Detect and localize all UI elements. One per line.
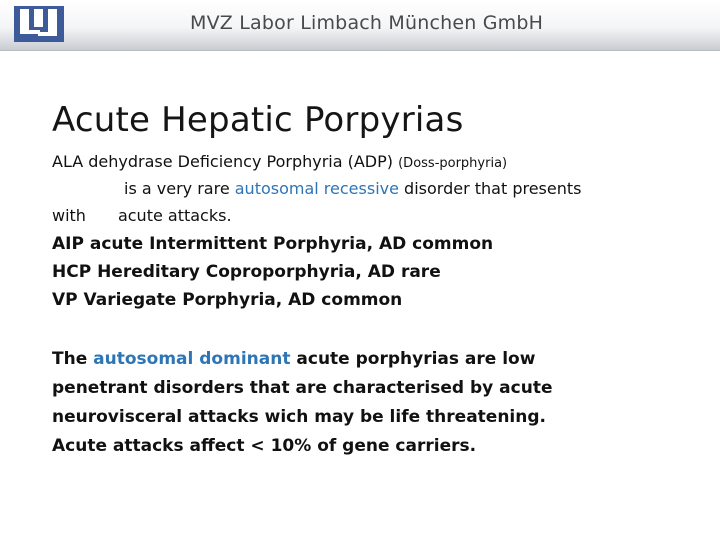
- adp-desc-before: is a very rare: [124, 179, 230, 198]
- adp-alias: (Doss-porphyria): [398, 156, 508, 171]
- porphyria-type-vp: VP Variegate Porphyria, AD common: [52, 290, 403, 310]
- porphyria-type-hcp: HCP Hereditary Coproporphyria, AD rare: [52, 262, 441, 282]
- summary-paragraph: [52, 345, 652, 461]
- summary-line-3: neurovisceral attacks wich may be life threatening.: [52, 407, 546, 427]
- summary-line-1-before: The: [52, 349, 88, 369]
- summary-line-2: penetrant disorders that are characterised by acute: [52, 378, 553, 398]
- slide-title: Acute Hepatic Porpyrias: [52, 100, 464, 140]
- adp-desc-highlight: autosomal recessive: [234, 179, 399, 198]
- porphyria-type-aip: AIP acute Intermittent Porphyria, AD common: [52, 234, 494, 254]
- summary-highlight: autosomal dominant: [93, 349, 291, 369]
- adp-description: [124, 179, 581, 198]
- slide-header: [0, 0, 720, 51]
- company-name: MVZ Labor Limbach München GmbH: [190, 12, 544, 34]
- adp-attacks: acute attacks.: [117, 206, 232, 225]
- adp-name: ALA dehydrase Deficiency Porphyria (ADP): [52, 152, 394, 171]
- adp-desc-after: disorder that presents: [404, 179, 582, 198]
- adp-with-word: with: [52, 206, 86, 225]
- adp-description-continued: [52, 206, 232, 225]
- summary-line-1: [52, 345, 652, 374]
- summary-line-4: Acute attacks affect < 10% of gene carriers.: [52, 436, 477, 456]
- limbach-logo-icon: [14, 6, 64, 42]
- summary-line-1-after: acute porphyrias are low: [296, 349, 536, 369]
- adp-heading: [52, 152, 507, 171]
